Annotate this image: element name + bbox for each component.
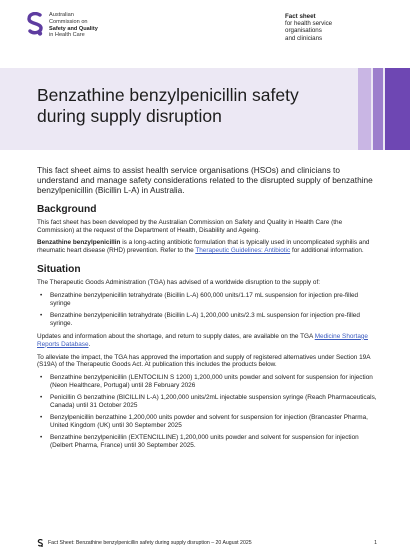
situation-paragraph-1: The Therapeutic Goods Administration (TGA) has advised of a worldwide disruption to the supply of: bbox=[37, 279, 320, 287]
situation-heading: Situation bbox=[37, 264, 81, 276]
banner-stripe-dark bbox=[385, 68, 410, 150]
commission-logo-icon bbox=[27, 12, 44, 36]
page-number: 1 bbox=[374, 540, 377, 546]
page-title: Benzathine benzylpenicillin safety during supply disruption bbox=[37, 85, 299, 126]
footer-text: Fact Sheet: Benzathine benzylpenicillin safety during supply disruption – 20 August 2025 bbox=[48, 540, 252, 546]
affected-products-list bbox=[37, 292, 377, 328]
logo-line-1: Australian bbox=[49, 12, 74, 18]
list-item: • Benzylpenicillin benzathine 1,200,000 units powder and solvent for suspension for injection (Brancaster Pharma, United Kingdom (UK) until 30 September 2025 bbox=[40, 414, 368, 429]
background-paragraph-1: This fact sheet has been developed by the Australian Commission on Safety and Quality in Health Care (the Commission) at the request of the Department of Health, Disability and Ageing. bbox=[37, 218, 343, 234]
audience-line-2: organisations bbox=[285, 27, 322, 35]
background-heading: Background bbox=[37, 203, 97, 215]
main-content bbox=[37, 165, 377, 455]
situation-paragraph-2: Updates and information about the shortage, and return to supply dates, are available on the TGA Medicine Shortage Reports Database. bbox=[37, 332, 368, 348]
alternative-products-list bbox=[37, 374, 377, 449]
page-header bbox=[0, 0, 410, 68]
commission-logo bbox=[27, 12, 98, 39]
logo-line-2: Commission on bbox=[49, 18, 88, 25]
list-item: • Benzathine benzylpenicillin (EXTENCILLINE) 1,200,000 units powder and solvent for suspension for injection (Delbert Pharma, France) until 30 September 2025. bbox=[40, 433, 359, 449]
list-item: • Penicillin G benzathine (BICILLIN L-A) 1,200,000 units/2mL injectable suspension syringe (Reach Pharmaceuticals, Canada) until 31 October 2025 bbox=[40, 394, 377, 410]
banner-stripe-mid bbox=[373, 68, 383, 150]
list-item: • Benzathine benzylpenicillin tetrahydrate (Bicillin L-A) 600,000 units/1.17 mL suspension for injection pre-filled syringe bbox=[40, 292, 359, 308]
banner-stripe-light bbox=[358, 68, 371, 150]
fact-sheet-label: Fact sheet bbox=[285, 13, 316, 20]
therapeutic-guidelines-link[interactable]: Therapeutic Guidelines: Antibiotic bbox=[195, 247, 291, 255]
medicine-shortage-database-link[interactable]: Medicine Shortage Reports Database bbox=[37, 332, 368, 348]
list-item: • Benzathine benzylpenicillin tetrahydrate (Bicillin L-A) 1,200,000 units/2.3 mL suspension for injection pre-filled syringe. bbox=[40, 311, 360, 327]
logo-line-3: Safety and Quality bbox=[49, 25, 98, 32]
logo-text bbox=[49, 12, 98, 39]
intro-paragraph: This fact sheet aims to assist health service organisations (HSOs) and clinicians to understand and manage safety considerations related to the disrupted supply of benzathine benzylpenicillin (Bicillin L-A) in Australia. bbox=[37, 165, 373, 196]
page-footer bbox=[37, 538, 377, 548]
list-item: • Benzathine benzylpenicillin (LENTOCILIN S 1200) 1,200,000 units powder and solvent for suspension for injection (Neon Healthcare, Portugal) until 28 February 2026 bbox=[40, 374, 373, 390]
background-paragraph-2: Benzathine benzylpenicillin is a long-acting antibiotic formulation that is typically used in uncomplicated syphilis and rheumatic heart disease (RHD) prevention. Refer to the Therapeutic Guidelines: Antibiotic for additional information. bbox=[37, 239, 370, 255]
situation-paragraph-3: To alleviate the impact, the TGA has approved the importation and supply of registered alternatives under Section 19A (S19A) of the Therapeutic Goods Act. At publication this includes the products below. bbox=[37, 353, 371, 369]
audience-line-1: for health service bbox=[285, 20, 333, 28]
audience-line-3: and clinicians bbox=[285, 34, 323, 42]
commission-logo-icon bbox=[37, 539, 44, 547]
fact-sheet-tag bbox=[285, 13, 332, 42]
logo-line-4: in Health Care bbox=[49, 32, 85, 39]
drug-name-bold: Benzathine benzylpenicillin bbox=[37, 239, 121, 247]
